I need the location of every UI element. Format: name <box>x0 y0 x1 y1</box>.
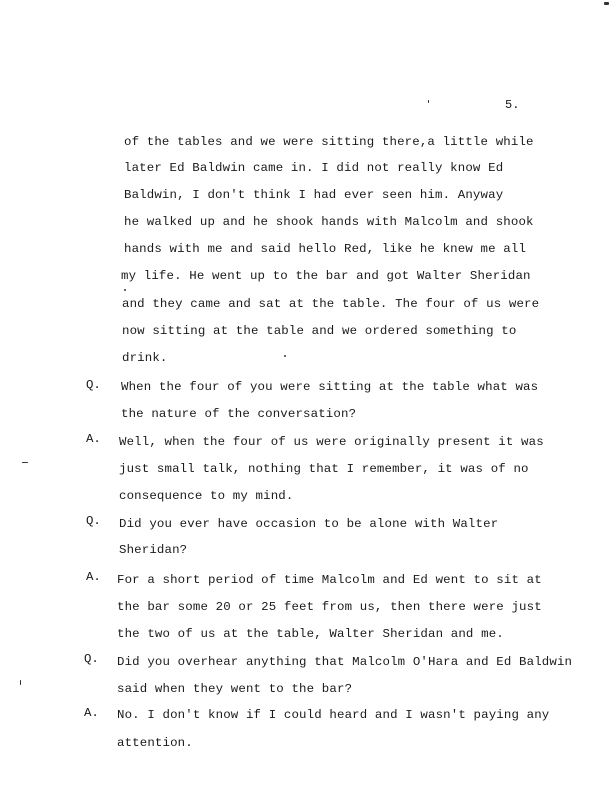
text-line: my life. He went up to the bar and got Walter Sheridan <box>121 269 531 283</box>
scan-speck <box>22 462 28 463</box>
text-line: drink. <box>122 351 168 365</box>
answer-text: the two of us at the table, Walter Sheridan and me. <box>117 627 504 641</box>
answer-text: just small talk, nothing that I remember, it was of no <box>119 462 529 476</box>
text-line: Baldwin, I don't think I had ever seen him. Anyway <box>124 188 504 202</box>
scan-speck <box>604 2 609 5</box>
question-text: Did you ever have occasion to be alone with Walter <box>119 517 499 531</box>
text-line: now sitting at the table and we ordered something to <box>122 324 517 338</box>
question-label: Q. <box>86 378 101 392</box>
question-text: said when they went to the bar? <box>117 682 353 696</box>
answer-text: No. I don't know if I could heard and I wasn't paying any <box>117 708 550 722</box>
question-text: Did you overhear anything that Malcolm O'Hara and Ed Baldwin <box>117 655 573 669</box>
answer-text: the bar some 20 or 25 feet from us, then there were just <box>117 600 542 614</box>
scan-speck <box>284 355 286 357</box>
scan-speck <box>20 680 21 685</box>
answer-text: attention. <box>117 736 193 750</box>
question-text: the nature of the conversation? <box>121 407 357 421</box>
question-text: When the four of you were sitting at the table what was <box>121 380 539 394</box>
answer-label: A. <box>86 570 101 584</box>
text-line: later Ed Baldwin came in. I did not really know Ed <box>124 161 504 175</box>
text-line: hands with me and said hello Red, like he knew me all <box>124 242 527 256</box>
text-line: he walked up and he shook hands with Malcolm and shook <box>124 215 534 229</box>
answer-text: consequence to my mind. <box>119 489 294 503</box>
text-line: of the tables and we were sitting there,a little while <box>124 135 534 149</box>
answer-label: A. <box>86 432 101 446</box>
question-label: Q. <box>86 514 101 528</box>
answer-text: Well, when the four of us were originally present it was <box>119 435 544 449</box>
text-line: and they came and sat at the table. The four of us were <box>122 297 540 311</box>
page-number: 5. <box>505 98 520 112</box>
question-text: Sheridan? <box>119 543 188 557</box>
answer-label: A. <box>84 706 99 720</box>
question-label: Q. <box>84 652 99 666</box>
answer-text: For a short period of time Malcolm and Ed went to sit at <box>117 573 542 587</box>
scan-speck <box>124 289 126 291</box>
scan-speck <box>428 100 429 103</box>
